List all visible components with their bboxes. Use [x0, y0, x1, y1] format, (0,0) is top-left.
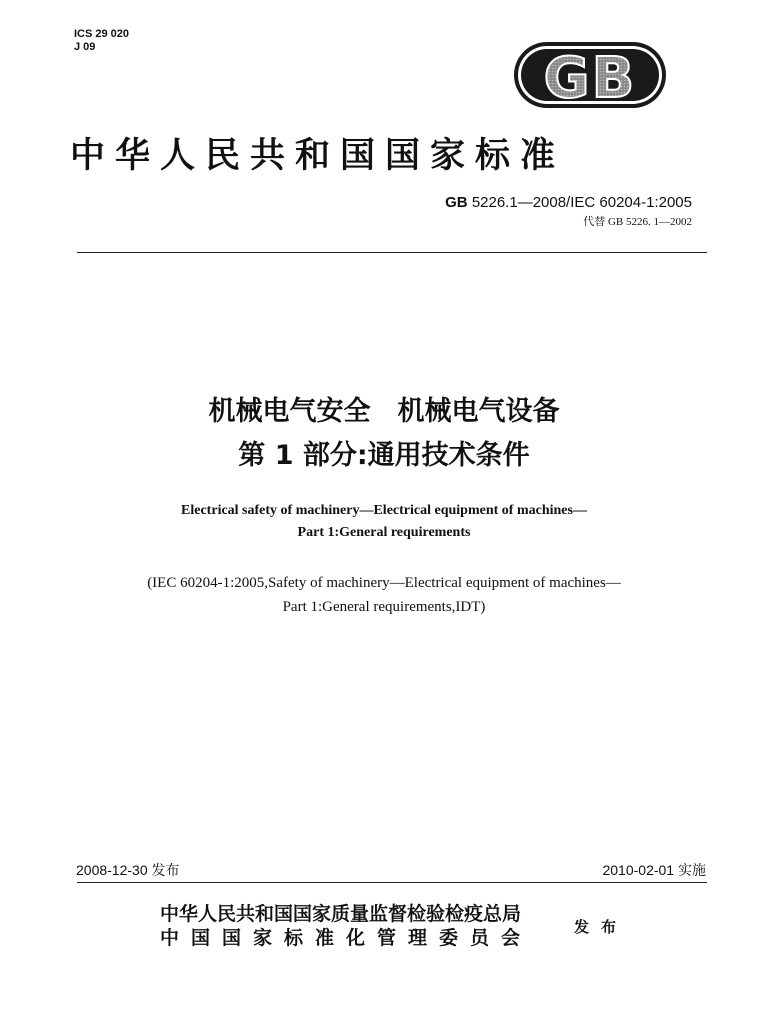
title-en-line2: Part 1:General requirements	[297, 525, 471, 540]
iec-equivalence-note	[0, 571, 768, 619]
title-en-line1: Electrical safety of machinery—Electrical equipment of machines—	[181, 503, 587, 518]
standard-code-block	[445, 194, 692, 229]
standard-code-prefix: GB	[445, 194, 468, 211]
standard-code-number: 5226.1—2008/IEC 60204-1:2005	[471, 194, 692, 211]
header-divider	[77, 252, 707, 253]
implementation-date: 2010-02-01 实施	[602, 862, 706, 878]
ics-code: ICS 29 020	[74, 28, 130, 40]
gb-logo-text: GB	[543, 46, 637, 110]
issuer-line2: 中国国家标准化管理委员会	[160, 928, 533, 949]
iec-note-line1: (IEC 60204-1:2005,Safety of machinery—Electrical equipment of machines—	[147, 575, 621, 591]
issuer-line1: 中华人民共和国国家质量监督检验检疫总局	[160, 904, 522, 925]
footer-divider	[77, 882, 707, 883]
classification-codes	[74, 28, 129, 54]
standard-category-title: 中华人民共和国国家标准	[70, 136, 566, 175]
ccs-code: J 09	[74, 41, 96, 53]
document-title-cn	[0, 390, 768, 478]
issuing-authorities	[160, 903, 532, 951]
standard-code	[445, 194, 692, 211]
issue-date: 2008-12-30 发布	[76, 862, 180, 878]
iec-note-line2: Part 1:General requirements,IDT)	[282, 599, 486, 615]
title-cn-line2: 第 1 部分:通用技术条件	[238, 440, 530, 471]
publish-label: 发布	[574, 920, 629, 936]
gb-logo	[512, 40, 668, 110]
document-title-en	[0, 500, 768, 544]
title-cn-line1: 机械电气安全 机械电气设备	[208, 396, 560, 427]
replaces-note: 代替 GB 5226. 1—2002	[583, 216, 692, 228]
